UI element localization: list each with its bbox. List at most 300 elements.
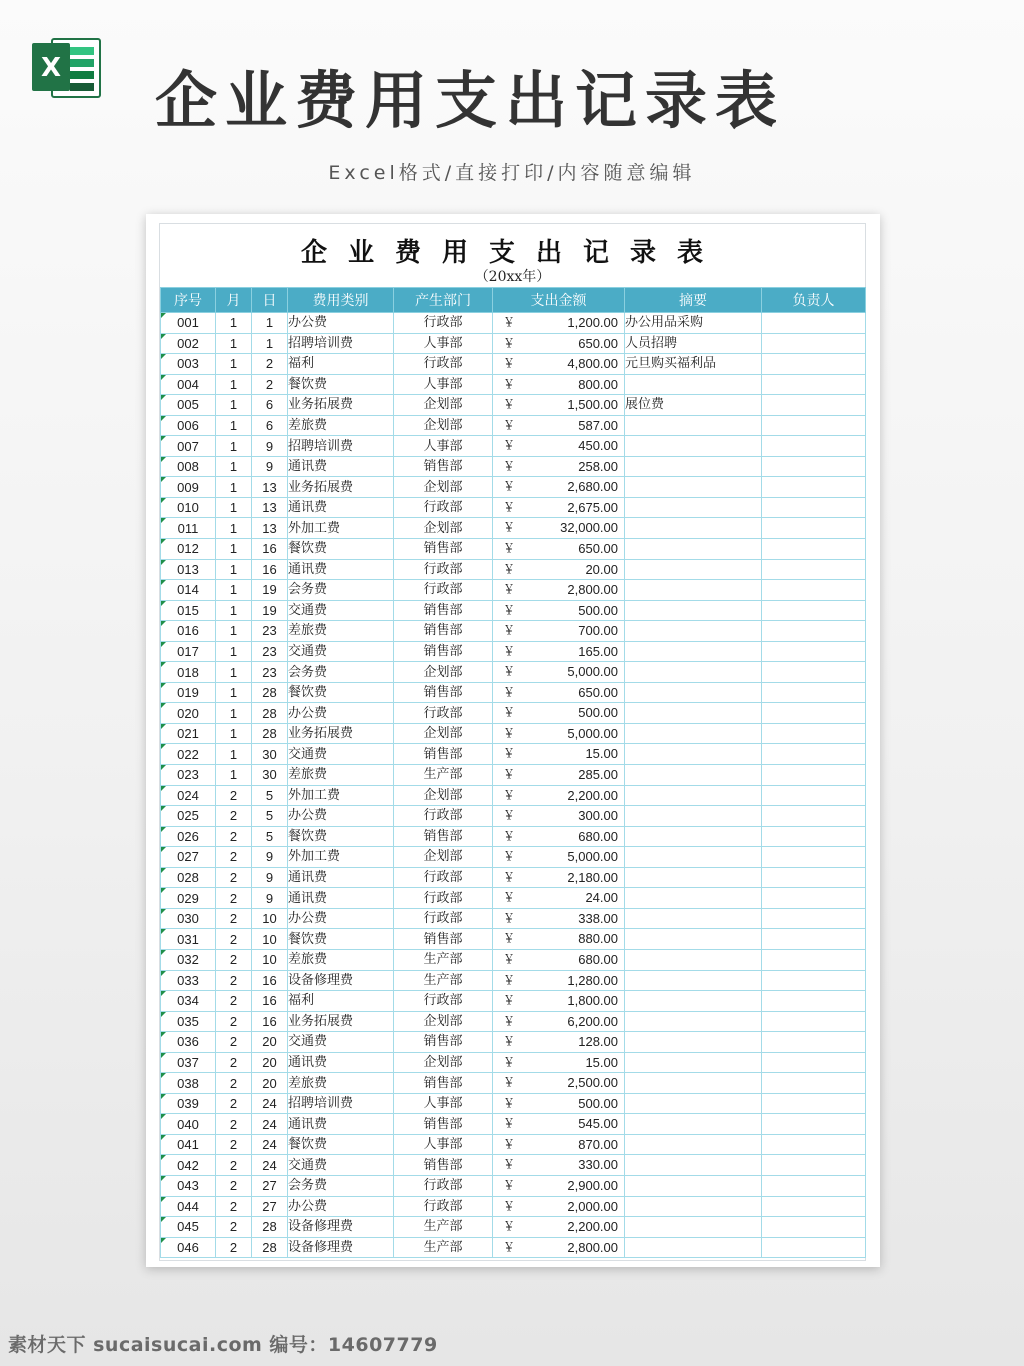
cell-category[interactable]: 通讯费 — [288, 888, 394, 909]
cell-no[interactable]: 013 — [161, 559, 216, 580]
cell-category[interactable]: 通讯费 — [288, 1052, 394, 1073]
cell-day[interactable]: 30 — [252, 765, 288, 786]
cell-department[interactable]: 销售部 — [394, 456, 493, 477]
cell-summary[interactable] — [625, 908, 762, 929]
cell-no[interactable]: 016 — [161, 621, 216, 642]
cell-department[interactable]: 企划部 — [394, 723, 493, 744]
cell-day[interactable]: 28 — [252, 723, 288, 744]
cell-summary[interactable] — [625, 497, 762, 518]
cell-no[interactable]: 024 — [161, 785, 216, 806]
cell-no[interactable]: 015 — [161, 600, 216, 621]
cell-day[interactable]: 16 — [252, 1011, 288, 1032]
cell-category[interactable]: 招聘培训费 — [288, 333, 394, 354]
cell-category[interactable]: 通讯费 — [288, 497, 394, 518]
cell-owner[interactable] — [762, 847, 866, 868]
cell-amount[interactable] — [493, 929, 625, 950]
cell-owner[interactable] — [762, 765, 866, 786]
cell-owner[interactable] — [762, 1073, 866, 1094]
cell-day[interactable]: 2 — [252, 374, 288, 395]
cell-no[interactable]: 007 — [161, 436, 216, 457]
cell-department[interactable]: 生产部 — [394, 1217, 493, 1238]
cell-summary[interactable] — [625, 949, 762, 970]
cell-month[interactable]: 1 — [216, 518, 252, 539]
cell-no[interactable]: 034 — [161, 991, 216, 1012]
cell-owner[interactable] — [762, 682, 866, 703]
cell-department[interactable]: 行政部 — [394, 580, 493, 601]
cell-category[interactable]: 交通费 — [288, 641, 394, 662]
cell-category[interactable]: 差旅费 — [288, 949, 394, 970]
cell-no[interactable]: 017 — [161, 641, 216, 662]
cell-summary[interactable] — [625, 991, 762, 1012]
cell-day[interactable]: 9 — [252, 888, 288, 909]
cell-department[interactable]: 企划部 — [394, 518, 493, 539]
cell-owner[interactable] — [762, 1114, 866, 1135]
cell-department[interactable]: 人事部 — [394, 1093, 493, 1114]
cell-no[interactable]: 029 — [161, 888, 216, 909]
cell-owner[interactable] — [762, 1237, 866, 1258]
cell-day[interactable]: 23 — [252, 621, 288, 642]
cell-category[interactable]: 交通费 — [288, 1155, 394, 1176]
cell-category[interactable]: 通讯费 — [288, 456, 394, 477]
cell-amount[interactable] — [493, 1175, 625, 1196]
cell-owner[interactable] — [762, 1032, 866, 1053]
cell-category[interactable]: 餐饮费 — [288, 929, 394, 950]
cell-owner[interactable] — [762, 744, 866, 765]
cell-amount[interactable] — [493, 600, 625, 621]
cell-department[interactable]: 企划部 — [394, 847, 493, 868]
cell-summary[interactable] — [625, 621, 762, 642]
cell-category[interactable]: 设备修理费 — [288, 970, 394, 991]
cell-day[interactable]: 5 — [252, 785, 288, 806]
cell-owner[interactable] — [762, 908, 866, 929]
cell-category[interactable]: 设备修理费 — [288, 1237, 394, 1258]
cell-amount[interactable] — [493, 1073, 625, 1094]
cell-amount[interactable] — [493, 436, 625, 457]
cell-month[interactable]: 1 — [216, 662, 252, 683]
cell-category[interactable]: 办公费 — [288, 313, 394, 334]
cell-amount[interactable] — [493, 395, 625, 416]
cell-owner[interactable] — [762, 723, 866, 744]
cell-category[interactable]: 交通费 — [288, 600, 394, 621]
cell-department[interactable]: 人事部 — [394, 374, 493, 395]
cell-amount[interactable] — [493, 908, 625, 929]
cell-day[interactable]: 10 — [252, 929, 288, 950]
cell-day[interactable]: 27 — [252, 1196, 288, 1217]
cell-department[interactable]: 销售部 — [394, 539, 493, 560]
cell-month[interactable]: 1 — [216, 415, 252, 436]
cell-day[interactable]: 9 — [252, 456, 288, 477]
cell-no[interactable]: 037 — [161, 1052, 216, 1073]
cell-day[interactable]: 6 — [252, 395, 288, 416]
cell-owner[interactable] — [762, 929, 866, 950]
cell-amount[interactable] — [493, 949, 625, 970]
cell-day[interactable]: 24 — [252, 1093, 288, 1114]
cell-summary[interactable] — [625, 867, 762, 888]
cell-owner[interactable] — [762, 1155, 866, 1176]
cell-month[interactable]: 2 — [216, 929, 252, 950]
cell-no[interactable]: 044 — [161, 1196, 216, 1217]
cell-category[interactable]: 福利 — [288, 991, 394, 1012]
cell-department[interactable]: 企划部 — [394, 477, 493, 498]
cell-month[interactable]: 2 — [216, 1196, 252, 1217]
cell-month[interactable]: 1 — [216, 456, 252, 477]
cell-department[interactable]: 行政部 — [394, 806, 493, 827]
cell-amount[interactable] — [493, 1237, 625, 1258]
cell-amount[interactable] — [493, 580, 625, 601]
cell-amount[interactable] — [493, 621, 625, 642]
cell-day[interactable]: 9 — [252, 847, 288, 868]
cell-no[interactable]: 036 — [161, 1032, 216, 1053]
cell-category[interactable]: 业务拓展费 — [288, 1011, 394, 1032]
cell-summary[interactable] — [625, 765, 762, 786]
cell-category[interactable]: 交通费 — [288, 744, 394, 765]
cell-category[interactable]: 差旅费 — [288, 621, 394, 642]
cell-amount[interactable] — [493, 518, 625, 539]
cell-amount[interactable] — [493, 539, 625, 560]
cell-owner[interactable] — [762, 785, 866, 806]
cell-month[interactable]: 2 — [216, 1073, 252, 1094]
cell-no[interactable]: 009 — [161, 477, 216, 498]
cell-month[interactable]: 1 — [216, 641, 252, 662]
cell-category[interactable]: 办公费 — [288, 908, 394, 929]
cell-month[interactable]: 1 — [216, 436, 252, 457]
cell-category[interactable]: 通讯费 — [288, 1114, 394, 1135]
cell-owner[interactable] — [762, 703, 866, 724]
cell-no[interactable]: 003 — [161, 354, 216, 375]
cell-summary[interactable] — [625, 1155, 762, 1176]
cell-day[interactable]: 13 — [252, 477, 288, 498]
cell-owner[interactable] — [762, 1052, 866, 1073]
cell-day[interactable]: 16 — [252, 970, 288, 991]
cell-department[interactable]: 行政部 — [394, 354, 493, 375]
cell-month[interactable]: 2 — [216, 1114, 252, 1135]
cell-amount[interactable] — [493, 313, 625, 334]
cell-owner[interactable] — [762, 970, 866, 991]
cell-month[interactable]: 1 — [216, 354, 252, 375]
cell-month[interactable]: 2 — [216, 1217, 252, 1238]
cell-no[interactable]: 028 — [161, 867, 216, 888]
cell-category[interactable]: 福利 — [288, 354, 394, 375]
cell-day[interactable]: 10 — [252, 908, 288, 929]
cell-amount[interactable] — [493, 1052, 625, 1073]
cell-summary[interactable] — [625, 703, 762, 724]
cell-no[interactable]: 011 — [161, 518, 216, 539]
cell-no[interactable]: 038 — [161, 1073, 216, 1094]
cell-owner[interactable] — [762, 806, 866, 827]
cell-department[interactable]: 人事部 — [394, 333, 493, 354]
cell-no[interactable]: 035 — [161, 1011, 216, 1032]
cell-summary[interactable]: 人员招聘 — [625, 333, 762, 354]
cell-department[interactable]: 企划部 — [394, 1052, 493, 1073]
cell-month[interactable]: 2 — [216, 970, 252, 991]
cell-owner[interactable] — [762, 1196, 866, 1217]
cell-department[interactable]: 生产部 — [394, 765, 493, 786]
cell-department[interactable]: 企划部 — [394, 785, 493, 806]
cell-summary[interactable] — [625, 970, 762, 991]
cell-no[interactable]: 006 — [161, 415, 216, 436]
cell-amount[interactable] — [493, 415, 625, 436]
cell-no[interactable]: 004 — [161, 374, 216, 395]
cell-owner[interactable] — [762, 662, 866, 683]
cell-amount[interactable] — [493, 333, 625, 354]
cell-amount[interactable] — [493, 991, 625, 1012]
cell-month[interactable]: 1 — [216, 395, 252, 416]
col-header-owner[interactable]: 负责人 — [762, 288, 866, 313]
cell-month[interactable]: 1 — [216, 621, 252, 642]
cell-owner[interactable] — [762, 621, 866, 642]
cell-no[interactable]: 010 — [161, 497, 216, 518]
cell-owner[interactable] — [762, 641, 866, 662]
cell-summary[interactable] — [625, 539, 762, 560]
cell-owner[interactable] — [762, 1217, 866, 1238]
cell-amount[interactable] — [493, 559, 625, 580]
cell-category[interactable]: 餐饮费 — [288, 682, 394, 703]
cell-department[interactable]: 行政部 — [394, 1196, 493, 1217]
cell-amount[interactable] — [493, 456, 625, 477]
cell-owner[interactable] — [762, 354, 866, 375]
cell-owner[interactable] — [762, 1134, 866, 1155]
cell-amount[interactable] — [493, 1114, 625, 1135]
cell-summary[interactable] — [625, 1196, 762, 1217]
cell-day[interactable]: 6 — [252, 415, 288, 436]
cell-day[interactable]: 24 — [252, 1134, 288, 1155]
col-header-no[interactable]: 序号 — [161, 288, 216, 313]
cell-owner[interactable] — [762, 1011, 866, 1032]
cell-owner[interactable] — [762, 600, 866, 621]
cell-month[interactable]: 1 — [216, 744, 252, 765]
cell-amount[interactable] — [493, 888, 625, 909]
cell-amount[interactable] — [493, 806, 625, 827]
cell-day[interactable]: 28 — [252, 682, 288, 703]
cell-amount[interactable] — [493, 765, 625, 786]
cell-category[interactable]: 差旅费 — [288, 415, 394, 436]
cell-month[interactable]: 1 — [216, 374, 252, 395]
cell-summary[interactable] — [625, 1093, 762, 1114]
cell-amount[interactable] — [493, 785, 625, 806]
cell-day[interactable]: 1 — [252, 313, 288, 334]
cell-amount[interactable] — [493, 1032, 625, 1053]
cell-owner[interactable] — [762, 497, 866, 518]
cell-month[interactable]: 1 — [216, 497, 252, 518]
cell-summary[interactable] — [625, 1134, 762, 1155]
cell-owner[interactable] — [762, 436, 866, 457]
cell-department[interactable]: 人事部 — [394, 1134, 493, 1155]
cell-category[interactable]: 会务费 — [288, 1175, 394, 1196]
cell-owner[interactable] — [762, 518, 866, 539]
cell-day[interactable]: 16 — [252, 991, 288, 1012]
cell-no[interactable]: 026 — [161, 826, 216, 847]
cell-no[interactable]: 033 — [161, 970, 216, 991]
cell-department[interactable]: 企划部 — [394, 1011, 493, 1032]
cell-no[interactable]: 019 — [161, 682, 216, 703]
cell-month[interactable]: 1 — [216, 477, 252, 498]
cell-owner[interactable] — [762, 991, 866, 1012]
cell-department[interactable]: 行政部 — [394, 497, 493, 518]
cell-department[interactable]: 销售部 — [394, 1032, 493, 1053]
cell-department[interactable]: 行政部 — [394, 888, 493, 909]
cell-category[interactable]: 餐饮费 — [288, 539, 394, 560]
cell-owner[interactable] — [762, 580, 866, 601]
cell-owner[interactable] — [762, 1093, 866, 1114]
cell-summary[interactable] — [625, 682, 762, 703]
cell-amount[interactable] — [493, 970, 625, 991]
cell-owner[interactable] — [762, 826, 866, 847]
cell-no[interactable]: 005 — [161, 395, 216, 416]
cell-summary[interactable] — [625, 847, 762, 868]
cell-category[interactable]: 业务拓展费 — [288, 723, 394, 744]
cell-summary[interactable] — [625, 436, 762, 457]
cell-amount[interactable] — [493, 641, 625, 662]
cell-day[interactable]: 20 — [252, 1052, 288, 1073]
cell-category[interactable]: 办公费 — [288, 703, 394, 724]
cell-month[interactable]: 1 — [216, 600, 252, 621]
cell-no[interactable]: 023 — [161, 765, 216, 786]
cell-department[interactable]: 销售部 — [394, 929, 493, 950]
cell-month[interactable]: 2 — [216, 1032, 252, 1053]
cell-summary[interactable] — [625, 662, 762, 683]
col-header-amount[interactable]: 支出金额 — [493, 288, 625, 313]
cell-day[interactable]: 30 — [252, 744, 288, 765]
cell-summary[interactable] — [625, 1114, 762, 1135]
cell-owner[interactable] — [762, 333, 866, 354]
col-header-day[interactable]: 日 — [252, 288, 288, 313]
cell-amount[interactable] — [493, 826, 625, 847]
cell-summary[interactable] — [625, 1217, 762, 1238]
cell-month[interactable]: 2 — [216, 1134, 252, 1155]
cell-summary[interactable] — [625, 580, 762, 601]
cell-month[interactable]: 1 — [216, 765, 252, 786]
cell-category[interactable]: 外加工费 — [288, 785, 394, 806]
cell-day[interactable]: 13 — [252, 497, 288, 518]
cell-no[interactable]: 043 — [161, 1175, 216, 1196]
cell-summary[interactable] — [625, 1237, 762, 1258]
cell-summary[interactable]: 元旦购买福利品 — [625, 354, 762, 375]
cell-no[interactable]: 045 — [161, 1217, 216, 1238]
cell-day[interactable]: 16 — [252, 559, 288, 580]
cell-owner[interactable] — [762, 456, 866, 477]
cell-department[interactable]: 行政部 — [394, 313, 493, 334]
cell-department[interactable]: 行政部 — [394, 559, 493, 580]
cell-month[interactable]: 2 — [216, 1155, 252, 1176]
cell-day[interactable]: 28 — [252, 703, 288, 724]
cell-department[interactable]: 销售部 — [394, 744, 493, 765]
cell-amount[interactable] — [493, 1196, 625, 1217]
cell-day[interactable]: 13 — [252, 518, 288, 539]
cell-department[interactable]: 企划部 — [394, 415, 493, 436]
cell-day[interactable]: 5 — [252, 826, 288, 847]
cell-no[interactable]: 012 — [161, 539, 216, 560]
cell-day[interactable]: 19 — [252, 580, 288, 601]
cell-month[interactable]: 2 — [216, 1011, 252, 1032]
cell-amount[interactable] — [493, 682, 625, 703]
cell-department[interactable]: 人事部 — [394, 436, 493, 457]
cell-category[interactable]: 通讯费 — [288, 867, 394, 888]
cell-month[interactable]: 1 — [216, 333, 252, 354]
cell-category[interactable]: 设备修理费 — [288, 1217, 394, 1238]
cell-department[interactable]: 销售部 — [394, 641, 493, 662]
cell-category[interactable]: 招聘培训费 — [288, 1093, 394, 1114]
cell-month[interactable]: 2 — [216, 867, 252, 888]
cell-month[interactable]: 2 — [216, 847, 252, 868]
cell-department[interactable]: 销售部 — [394, 1114, 493, 1135]
cell-month[interactable]: 2 — [216, 1175, 252, 1196]
cell-summary[interactable] — [625, 723, 762, 744]
cell-owner[interactable] — [762, 867, 866, 888]
cell-no[interactable]: 040 — [161, 1114, 216, 1135]
cell-day[interactable]: 10 — [252, 949, 288, 970]
cell-day[interactable]: 20 — [252, 1073, 288, 1094]
cell-month[interactable]: 2 — [216, 991, 252, 1012]
cell-category[interactable]: 餐饮费 — [288, 374, 394, 395]
cell-owner[interactable] — [762, 395, 866, 416]
cell-summary[interactable]: 办公用品采购 — [625, 313, 762, 334]
cell-day[interactable]: 1 — [252, 333, 288, 354]
cell-amount[interactable] — [493, 867, 625, 888]
cell-owner[interactable] — [762, 374, 866, 395]
cell-department[interactable]: 销售部 — [394, 600, 493, 621]
cell-no[interactable]: 039 — [161, 1093, 216, 1114]
cell-category[interactable]: 办公费 — [288, 806, 394, 827]
cell-no[interactable]: 032 — [161, 949, 216, 970]
cell-department[interactable]: 企划部 — [394, 395, 493, 416]
cell-day[interactable]: 23 — [252, 662, 288, 683]
cell-day[interactable]: 16 — [252, 539, 288, 560]
cell-department[interactable]: 行政部 — [394, 703, 493, 724]
cell-summary[interactable] — [625, 1073, 762, 1094]
cell-category[interactable]: 业务拓展费 — [288, 395, 394, 416]
cell-category[interactable]: 餐饮费 — [288, 1134, 394, 1155]
cell-summary[interactable] — [625, 806, 762, 827]
cell-no[interactable]: 001 — [161, 313, 216, 334]
cell-no[interactable]: 027 — [161, 847, 216, 868]
cell-category[interactable]: 会务费 — [288, 580, 394, 601]
cell-department[interactable]: 销售部 — [394, 1155, 493, 1176]
cell-category[interactable]: 差旅费 — [288, 765, 394, 786]
cell-summary[interactable] — [625, 1032, 762, 1053]
cell-amount[interactable] — [493, 1011, 625, 1032]
cell-summary[interactable] — [625, 518, 762, 539]
cell-department[interactable]: 销售部 — [394, 682, 493, 703]
cell-department[interactable]: 生产部 — [394, 970, 493, 991]
cell-amount[interactable] — [493, 1134, 625, 1155]
cell-day[interactable]: 27 — [252, 1175, 288, 1196]
cell-no[interactable]: 022 — [161, 744, 216, 765]
cell-summary[interactable] — [625, 744, 762, 765]
cell-month[interactable]: 2 — [216, 888, 252, 909]
cell-summary[interactable]: 展位费 — [625, 395, 762, 416]
cell-day[interactable]: 28 — [252, 1237, 288, 1258]
cell-department[interactable]: 企划部 — [394, 662, 493, 683]
cell-category[interactable]: 外加工费 — [288, 847, 394, 868]
cell-department[interactable]: 生产部 — [394, 1237, 493, 1258]
cell-day[interactable]: 24 — [252, 1114, 288, 1135]
cell-day[interactable]: 19 — [252, 600, 288, 621]
cell-no[interactable]: 025 — [161, 806, 216, 827]
cell-amount[interactable] — [493, 497, 625, 518]
cell-amount[interactable] — [493, 354, 625, 375]
cell-category[interactable]: 业务拓展费 — [288, 477, 394, 498]
col-header-summary[interactable]: 摘要 — [625, 288, 762, 313]
cell-month[interactable]: 2 — [216, 806, 252, 827]
cell-department[interactable]: 行政部 — [394, 991, 493, 1012]
cell-category[interactable]: 交通费 — [288, 1032, 394, 1053]
cell-category[interactable]: 差旅费 — [288, 1073, 394, 1094]
cell-department[interactable]: 销售部 — [394, 826, 493, 847]
cell-month[interactable]: 1 — [216, 703, 252, 724]
cell-category[interactable]: 办公费 — [288, 1196, 394, 1217]
cell-department[interactable]: 行政部 — [394, 1175, 493, 1196]
cell-summary[interactable] — [625, 477, 762, 498]
